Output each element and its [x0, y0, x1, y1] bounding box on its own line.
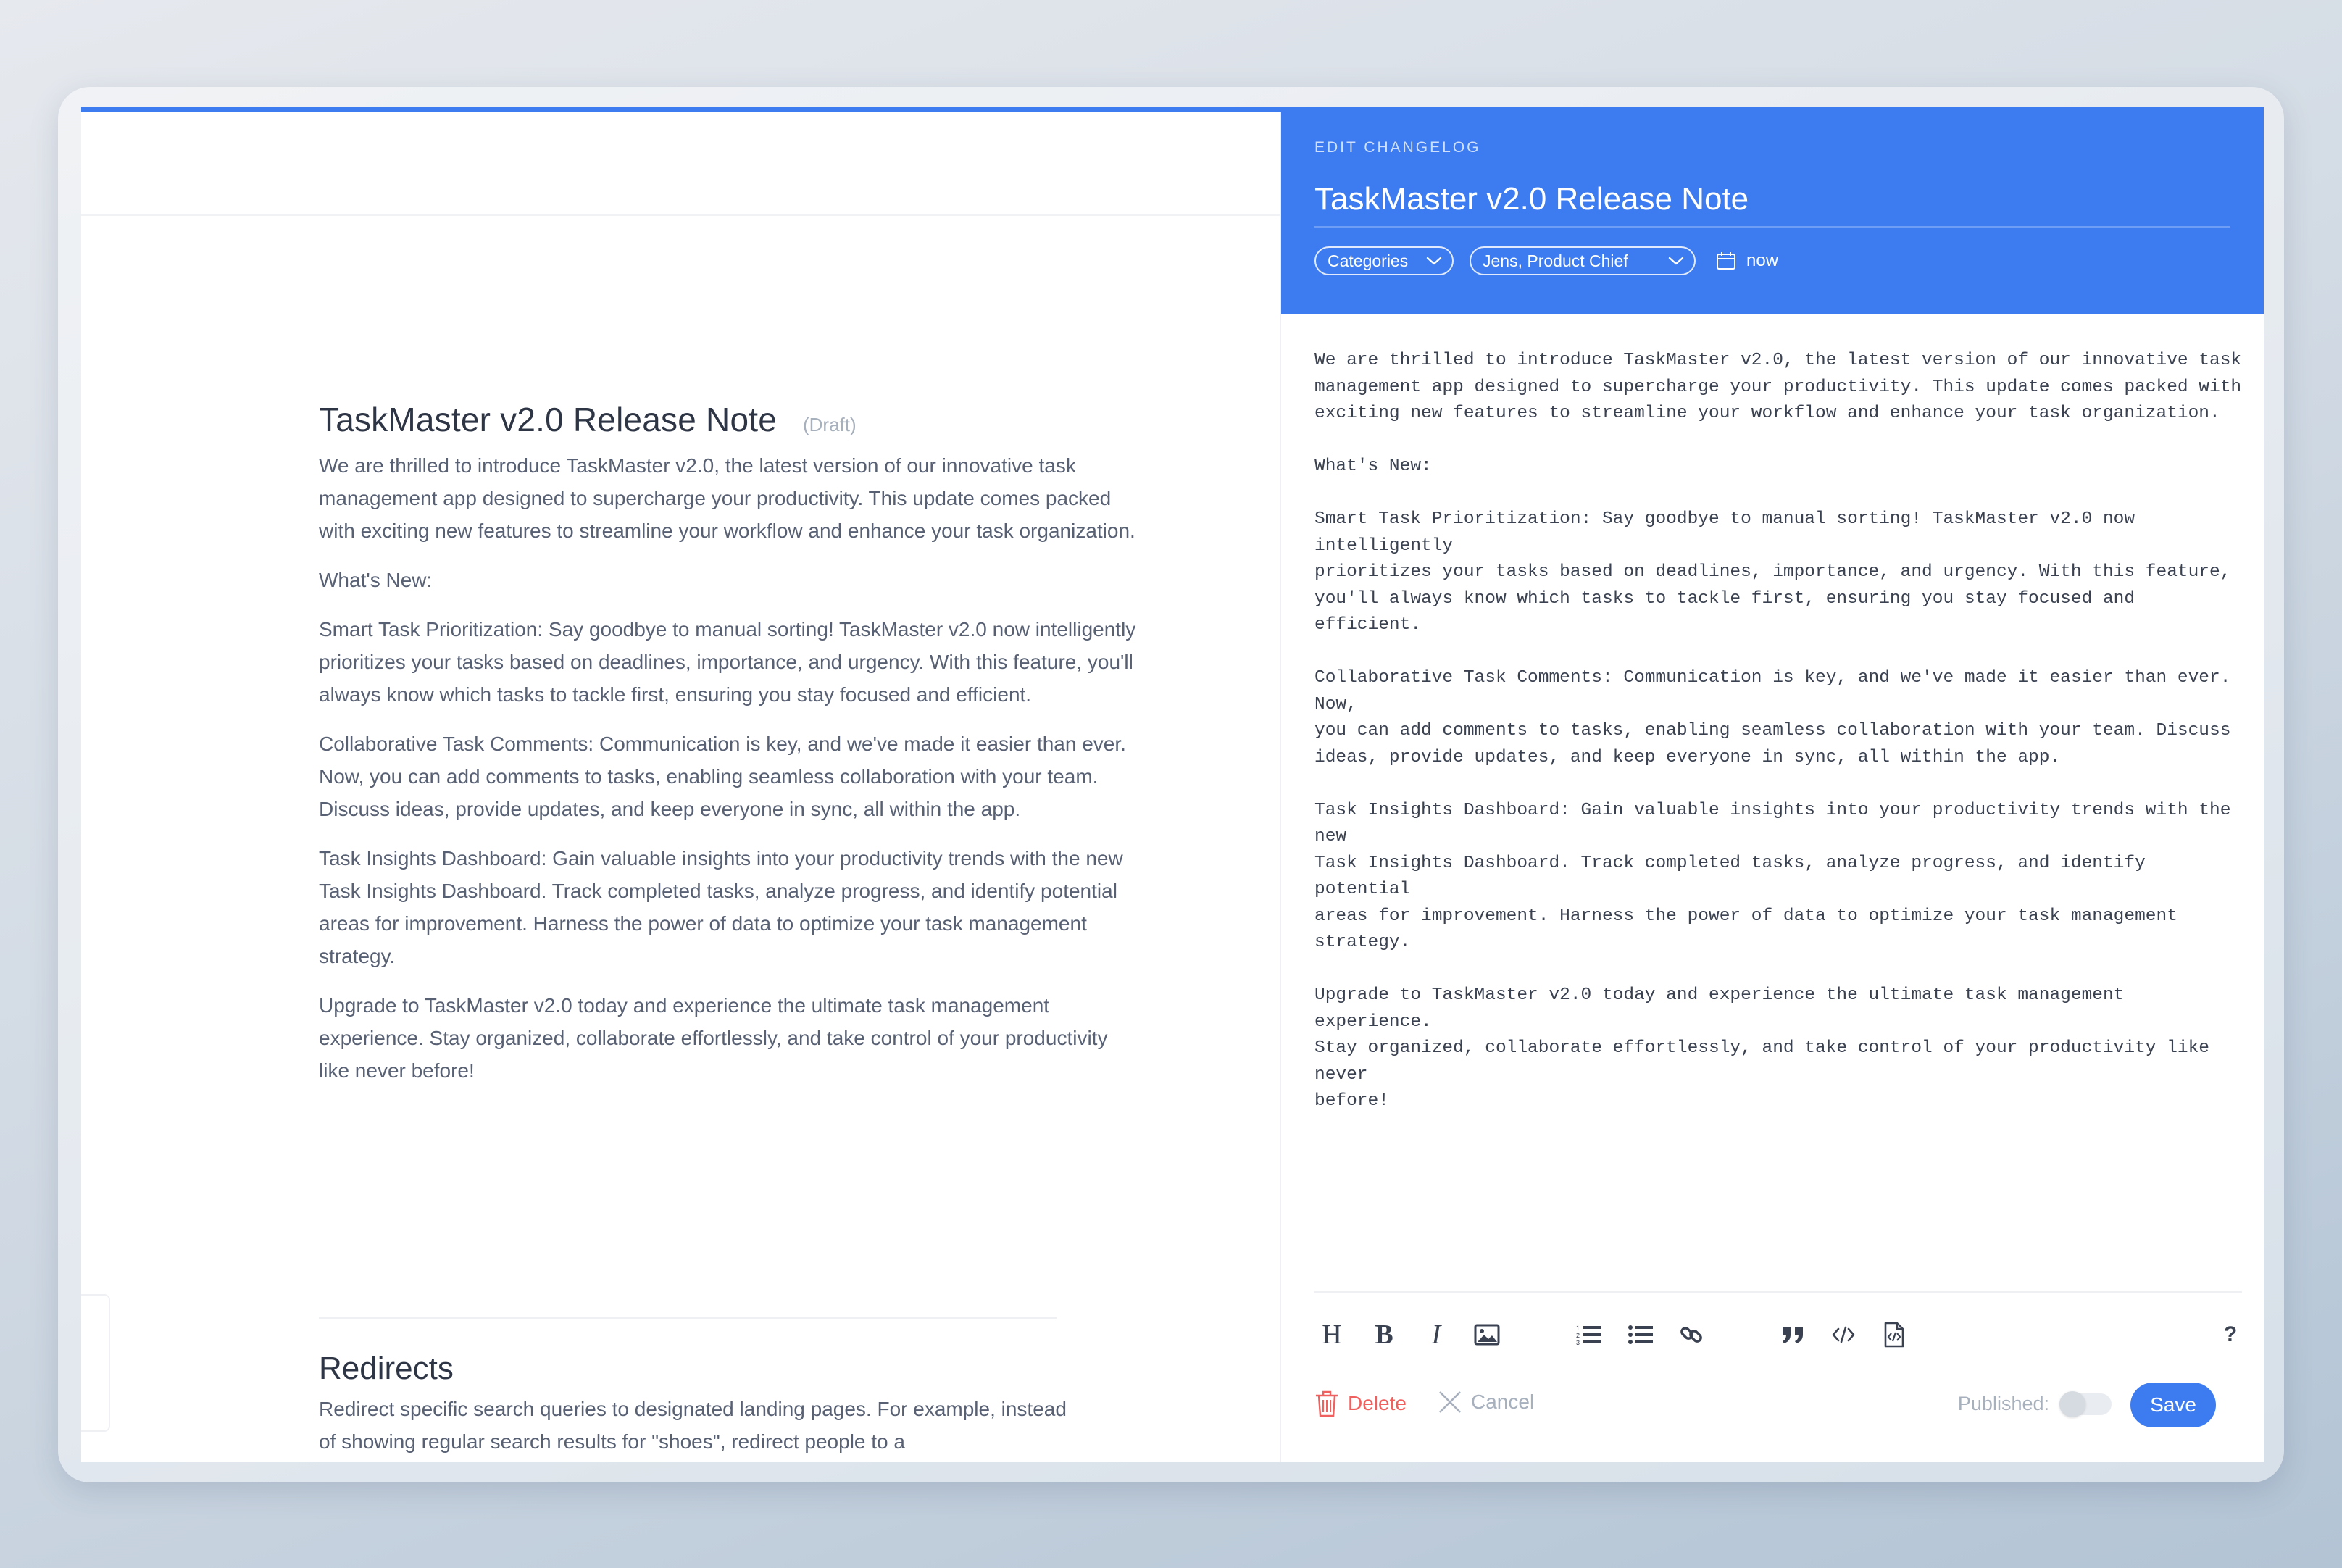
editor-line — [1314, 480, 2249, 507]
title-input[interactable]: TaskMaster v2.0 Release Note — [1314, 181, 2230, 228]
code-icon — [1831, 1325, 1856, 1345]
date-picker[interactable] — [1716, 251, 1778, 271]
ordered-list-icon — [1575, 1323, 1601, 1346]
published-control — [1958, 1393, 2112, 1415]
preview-paragraph: Task Insights Dashboard: Gain valuable insights into your productivity trends with the new Task Insights Dashboard. Track completed tasks, analyze progress, and identify potential areas for improvement. Harness the power of data to optimize your task management strategy. — [319, 847, 1123, 967]
preview-paragraph: We are thrilled to introduce TaskMaster v2.0, the latest version of our innovative task management app designed to supercharge your productivity. This update comes packed with exciting new features to streamline your workflow and enhance your task organization. — [319, 454, 1135, 542]
preview-paragraph: What's New: — [319, 569, 433, 591]
chevron-down-icon — [1668, 256, 1684, 266]
published-label: Published: — [1957, 1393, 2049, 1414]
editor-line: before! — [1314, 1091, 1389, 1111]
close-icon — [1438, 1390, 1462, 1414]
link-button[interactable] — [1674, 1317, 1709, 1352]
bold-button[interactable] — [1367, 1317, 1401, 1352]
editor-line: Smart Task Prioritization: Say goodbye to manual sorting! TaskMaster v2.0 now intelligently — [1314, 509, 2146, 556]
redirects-preview — [319, 1351, 1087, 1458]
format-toolbar — [1314, 1317, 2249, 1352]
editor-line: What's New: — [1314, 456, 1432, 476]
code-button[interactable] — [1826, 1317, 1861, 1352]
editor-line: Stay organized, collaborate effortlessly, and take control of your productivity like never — [1314, 1038, 2220, 1085]
editor-line: Task Insights Dashboard: Gain valuable insights into your productivity trends with the new — [1314, 800, 2242, 846]
toolbar-divider — [1314, 1291, 2242, 1293]
editor-line — [1314, 956, 2249, 983]
save-button[interactable]: Save — [2130, 1383, 2216, 1427]
quote-icon — [1780, 1324, 1805, 1346]
preview-paragraph: Collaborative Task Comments: Communication is key, and we've made it easier than ever. Now, you can add comments to tasks, enabling seamless collaboration with your team. Discuss ideas, provide updates, and keep everyone in sync, all within the app. — [319, 733, 1126, 820]
image-icon — [1474, 1324, 1500, 1346]
editor-line: areas for improvement. Harness the power of data to optimize your task management strategy. — [1314, 906, 2188, 952]
author-dropdown[interactable] — [1470, 246, 1696, 275]
editor-line: you can add comments to tasks, enabling seamless collaboration with your team. Discuss — [1314, 721, 2231, 741]
calendar-icon — [1716, 251, 1736, 271]
app-window — [81, 107, 2264, 1462]
meta-row — [1314, 246, 2230, 275]
quote-button[interactable] — [1775, 1317, 1810, 1352]
published-toggle[interactable] — [2059, 1393, 2112, 1415]
editor-line: Upgrade to TaskMaster v2.0 today and experience the ultimate task management experience. — [1314, 985, 2135, 1032]
editor-line — [1314, 428, 2249, 454]
bullet-list-button[interactable] — [1623, 1317, 1658, 1352]
svg-text:1: 1 — [1576, 1325, 1580, 1332]
italic-button[interactable] — [1419, 1317, 1454, 1352]
help-button[interactable] — [2213, 1317, 2248, 1352]
categories-label: Categories — [1328, 251, 1409, 270]
author-label: Jens, Product Chief — [1483, 251, 1628, 270]
editor-line: Collaborative Task Comments: Communication is key, and we've made it easier than ever. Now, — [1314, 668, 2242, 714]
code-file-icon — [1883, 1322, 1905, 1348]
editor-line: you'll always know which tasks to tackle first, ensuring you stay focused and efficient. — [1314, 588, 2146, 635]
heading-icon: H — [1322, 1319, 1342, 1350]
editor-header — [1281, 112, 2264, 314]
ordered-list-button[interactable] — [1571, 1317, 1606, 1352]
delete-label: Delete — [1348, 1392, 1407, 1414]
delete-button[interactable] — [1314, 1390, 1407, 1417]
section-divider — [319, 1317, 1057, 1319]
editor-line: ideas, provide updates, and keep everyone in sync, all within the app. — [1314, 747, 2061, 767]
chevron-down-icon — [1426, 256, 1442, 266]
editor-pane — [1280, 112, 2264, 1462]
preview-paragraph: Upgrade to TaskMaster v2.0 today and experience the ultimate task management experience. Stay organized, collaborate effortlessly, and take control of your productivity like never before! — [319, 994, 1108, 1082]
editor-line: exciting new features to streamline your workflow and enhance your task organization. — [1314, 404, 2220, 423]
draft-badge: (Draft) — [803, 414, 857, 435]
bullet-list-icon — [1628, 1323, 1654, 1346]
cancel-button[interactable] — [1438, 1390, 1534, 1414]
italic-icon: I — [1431, 1319, 1441, 1350]
editor-line: prioritizes your tasks based on deadlines, importance, and urgency. With this feature, — [1314, 562, 2231, 582]
link-icon — [1679, 1322, 1704, 1347]
editor-actions — [1314, 1383, 2249, 1427]
image-button[interactable] — [1470, 1317, 1504, 1352]
date-label: now — [1746, 251, 1779, 270]
svg-text:2: 2 — [1576, 1332, 1580, 1339]
preview-title[interactable]: TaskMaster v2.0 Release Note — [319, 401, 777, 438]
changelog-preview — [319, 400, 1138, 1087]
heading-button[interactable] — [1314, 1317, 1349, 1352]
preview-topbar — [81, 112, 1280, 216]
svg-text:3: 3 — [1576, 1339, 1580, 1346]
preview-paragraph: Smart Task Prioritization: Say goodbye to manual sorting! TaskMaster v2.0 now intelligently prioritizes your tasks based on deadlines, importance, and urgency. With this feature, you'll always know which tasks to tackle first, ensuring you stay focused and efficient. — [319, 618, 1136, 706]
toggle-knob — [2059, 1391, 2085, 1417]
redirects-title[interactable]: Redirects — [319, 1351, 454, 1386]
redirects-text: Redirect specific search queries to designated landing pages. For example, instead of showing regular search results for "shoes", redirect people to a — [319, 1398, 1067, 1453]
bold-icon: B — [1375, 1319, 1393, 1350]
categories-dropdown[interactable] — [1314, 246, 1454, 275]
editor-line: We are thrilled to introduce TaskMaster v2.0, the latest version of our innovative task — [1314, 351, 2242, 370]
embed-button[interactable] — [1877, 1317, 1912, 1352]
cancel-label: Cancel — [1471, 1390, 1535, 1413]
side-widget[interactable] — [81, 1294, 110, 1432]
editor-line: Task Insights Dashboard. Track completed tasks, analyze progress, and identify potential — [1314, 853, 2156, 899]
editor-line — [1314, 771, 2249, 798]
editor-line — [1314, 639, 2249, 666]
editor-eyebrow: EDIT CHANGELOG — [1314, 139, 1481, 156]
editor-line: management app designed to supercharge your productivity. This update comes packed with — [1314, 377, 2242, 397]
trash-icon — [1314, 1390, 1339, 1417]
preview-pane — [81, 112, 1280, 1462]
markdown-editor[interactable] — [1314, 348, 2249, 1115]
help-icon: ? — [2223, 1322, 2238, 1346]
